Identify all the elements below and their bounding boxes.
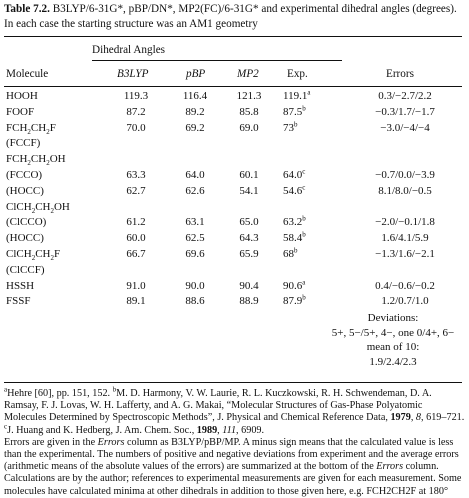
mp2-cell: 60.1 — [239, 169, 259, 181]
exp-cell: 63.2$^b$ — [283, 214, 306, 229]
b3lyp-cell: 91.0 — [126, 279, 146, 292]
header-rule — [4, 86, 462, 87]
pbp-cell: 88.6 — [185, 295, 205, 308]
footnote-c-year: 1989 — [196, 424, 218, 436]
pbp-cell: 116.4 — [182, 90, 208, 102]
caption-label: Table 7.2. — [4, 3, 50, 15]
molecule-cell: HOOH — [6, 90, 38, 102]
pbp-cell: 64.0 — [185, 169, 205, 181]
b3lyp-cell: 87.2 — [126, 105, 146, 118]
errors-note-italic2: Errors — [376, 461, 404, 473]
errors-note — [4, 437, 466, 498]
pbp-cell: 69.2 — [185, 121, 205, 134]
footnote-c-volume: 111 — [222, 424, 237, 436]
mp2-cell: 69.0 — [239, 121, 259, 134]
b3lyp-cell: 70.0 — [126, 121, 146, 134]
exp-cell: 68$^b$ — [283, 246, 298, 260]
errors-cell: 0.3/−2.7/2.2 — [378, 90, 432, 102]
errors-cell: −2.0/−0.1/1.8 — [375, 216, 435, 229]
b3lyp-cell: 119.3 — [123, 90, 149, 102]
mp2-cell: 64.3 — [239, 232, 259, 245]
errors-cell: 1.2/0.7/1.0 — [381, 295, 429, 308]
molecule-cell: (FCCO) — [6, 169, 43, 181]
footnote-b-pages: , 619–721. — [421, 412, 465, 424]
errors-cell: −3.0/−4/−4 — [380, 121, 430, 134]
errors-cell: 1.6/4.1/5.9 — [381, 232, 429, 245]
summary-line: Deviations: — [367, 312, 419, 325]
footnote-b-year: 1979 — [390, 412, 411, 424]
mp2-cell: 54.1 — [239, 184, 259, 197]
mp2-cell: 88.9 — [239, 295, 259, 308]
b3lyp-cell: 62.7 — [126, 184, 146, 197]
pbp-cell: 62.6 — [185, 184, 205, 197]
footnote-a: Hehre [60], pp. 151, 152. — [7, 388, 111, 399]
table-caption — [4, 2, 464, 32]
summary-line: 5+, 5−/5+, 4−, one 0/4+, 6− — [331, 326, 455, 339]
b3lyp-cell: 61.2 — [126, 216, 146, 229]
molecule-cell: FSSF — [6, 295, 31, 308]
header-molecule: Molecule — [6, 68, 49, 80]
mp2-cell: 65.9 — [239, 248, 259, 260]
exp-cell: 87.5$^b$ — [283, 104, 306, 118]
molecule-cell: $FCH_2CH_2OH$ — [6, 153, 66, 168]
pbp-cell: 62.5 — [185, 232, 205, 245]
pbp-cell: 89.2 — [185, 105, 205, 118]
footnote-c: J. Huang and K. Hedberg, J. Am. Chem. Soc., — [7, 424, 197, 436]
molecule-cell: (FCCF) — [6, 137, 41, 150]
summary-line: mean of 10: — [366, 341, 420, 354]
molecule-cell: (ClCCF) — [6, 263, 45, 276]
mp2-cell: 90.4 — [239, 279, 259, 292]
header-pbp: pBP — [186, 68, 206, 80]
footnote-b-volume: 8 — [415, 412, 422, 424]
errors-note-part1: Errors are given in the — [4, 436, 98, 448]
header-b3lyp: B3LYP — [117, 68, 149, 80]
top-rule — [4, 36, 462, 37]
exp-cell: 87.9$^b$ — [283, 293, 306, 308]
errors-note-part3: column. Calculations are by the author; references to experimental measurements are given for each measurement. Some molecules have calculated minima at other dihedrals in addition to those given here, e.g. FCH2CH2F at 180° — [4, 461, 462, 497]
exp-cell: 73$^b$ — [283, 119, 298, 134]
errors-cell: 0.4/−0.6/−0.2 — [375, 279, 435, 292]
molecule-cell: (ClCCO) — [6, 216, 47, 229]
group-header-text: Dihedral Angles — [92, 44, 166, 56]
group-header — [92, 44, 342, 61]
mp2-cell: 85.8 — [239, 105, 259, 118]
summary-line: 1.9/2.4/2.3 — [369, 355, 417, 368]
exp-cell: 90.6$^a$ — [283, 277, 306, 292]
errors-note-italic1: Errors — [97, 436, 125, 448]
molecule-cell: $FCH_2CH_2F$ — [6, 121, 56, 136]
footnote-c-pages: , 6909. — [236, 424, 265, 436]
pbp-cell: 63.1 — [185, 216, 205, 229]
exp-cell: 54.6$^c$ — [283, 183, 306, 197]
errors-note-part2: column as B3LYP/pBP/MP. A minus sign means that the calculated value is less than the experimental. The numbers of positive and negative deviations from experiment and the average errors (arithmetic means of the absolute values of the errors) are summarized at the bottom of the — [4, 436, 459, 473]
molecule-cell: $ClCH_2CH_2OH$ — [6, 200, 70, 215]
errors-cell: −1.3/1.6/−2.1 — [375, 248, 435, 260]
caption-text: B3LYP/6-31G*, pBP/DN*, MP2(FC)/6-31G* and experimental dihedral angles (degrees). In each case the starting structure was an AM1 geometry — [4, 3, 457, 30]
pbp-cell: 69.6 — [185, 248, 205, 260]
mp2-cell: 65.0 — [239, 216, 259, 229]
table-notes — [4, 385, 466, 498]
footnote-b: M. D. Harmony, V. W. Laurie, R. L. Kuczkowski, R. H. Schwendeman, D. A. Ramsay, F. J. Lovas, W. H. Lafferty, and A. G. Makai, “Molecular Structures of Gas-Phase Polyatomic Molecules Determined by Spectroscopic Methods”, J. Physical and Chemical Reference Data, — [4, 388, 432, 424]
b3lyp-cell: 66.7 — [126, 248, 146, 260]
b3lyp-cell: 60.0 — [126, 232, 146, 245]
mp2-cell: 121.3 — [236, 90, 262, 102]
errors-cell: −0.3/1.7/−1.7 — [375, 105, 435, 118]
pbp-cell: 90.0 — [185, 279, 205, 292]
b3lyp-cell: 63.3 — [126, 169, 146, 181]
b3lyp-cell: 89.1 — [126, 295, 146, 308]
molecule-cell: FOOF — [6, 105, 35, 118]
exp-cell: 119.1$^a$ — [283, 88, 311, 102]
molecule-cell: (HOCC) — [6, 184, 44, 197]
exp-cell: 58.4$^b$ — [283, 230, 306, 245]
header-exp: Exp. — [287, 68, 308, 80]
molecule-cell: $ClCH_2CH_2F$ — [6, 248, 61, 263]
molecule-cell: HSSH — [6, 279, 35, 292]
exp-cell: 64.0$^c$ — [283, 167, 306, 181]
errors-cell: 8.1/8.0/−0.5 — [378, 184, 432, 197]
errors-cell: −0.7/0.0/−3.9 — [375, 169, 435, 181]
header-mp2: MP2 — [237, 68, 259, 80]
group-header-rule — [92, 60, 342, 61]
molecule-cell: (HOCC) — [6, 232, 44, 245]
footnote-refs: $^a$Hehre [60], pp. 151, 152. $^b$M. D. Harmony, V. W. Laurie, R. L. Kuczkowski, R. H. Schwendeman, D. A. Ramsay, F. J. Lovas, W. H. Lafferty, and A. G. Makai, “Molecular Structures of Gas-Phase Polyatomic Molecules Determined by Spectroscopic Methods”, J. Physical and Chemical Reference Data, 1979, 8, 619–721. $^c$J. Huang and K. Hedberg, J. Am. Chem. Soc., 1989, 111, 6909. — [4, 385, 465, 436]
header-errors: Errors — [386, 68, 414, 80]
bottom-rule — [4, 382, 462, 383]
